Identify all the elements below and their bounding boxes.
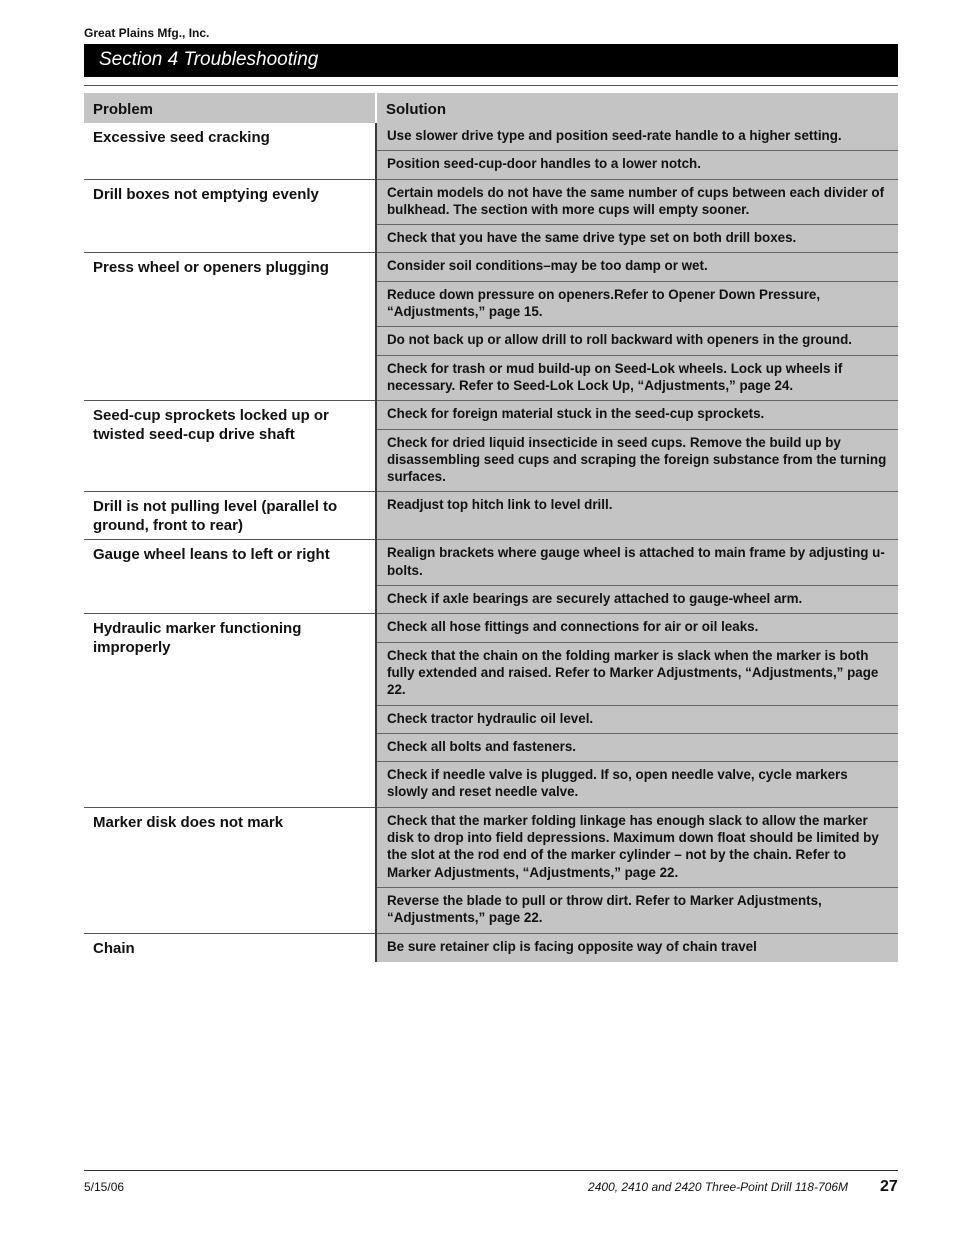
problem-cell: Marker disk does not mark (84, 807, 376, 933)
problem-cell: Gauge wheel leans to left or right (84, 540, 376, 614)
table-row (84, 253, 898, 281)
footer-divider (84, 1170, 898, 1171)
solution-cell: Check all hose fittings and connections for air or oil leaks. (376, 614, 898, 642)
solution-cell: Check that the marker folding linkage has enough slack to allow the marker disk to drop into field depressions. Maximum down float should be limited by the slot at the rod end of the marker cylinder – not by the chain. Refer to Marker Adjustments, “Adjustments,” page 22. (376, 807, 898, 887)
section-header-bar (84, 44, 898, 77)
problem-column-header: Problem (84, 93, 376, 123)
table-row (84, 179, 898, 225)
page-number: 27 (880, 1178, 898, 1195)
company-name: Great Plains Mfg., Inc. (84, 26, 210, 40)
table-row (84, 401, 898, 429)
solution-cell: Check if needle valve is plugged. If so, open needle valve, cycle markers slowly and reset needle valve. (376, 762, 898, 808)
solution-cell: Use slower drive type and position seed-rate handle to a higher setting. (376, 123, 898, 151)
header-divider (84, 85, 898, 86)
problem-cell: Drill boxes not emptying evenly (84, 179, 376, 253)
solution-cell: Check all bolts and fasteners. (376, 733, 898, 761)
problem-cell: Press wheel or openers plugging (84, 253, 376, 401)
table-row (84, 933, 898, 962)
solution-cell: Consider soil conditions–may be too damp or wet. (376, 253, 898, 281)
table-header-row (84, 93, 898, 123)
table-row (84, 614, 898, 642)
solution-cell: Reverse the blade to pull or throw dirt. Refer to Marker Adjustments, “Adjustments,” page 22. (376, 887, 898, 933)
solution-cell: Check that you have the same drive type set on both drill boxes. (376, 225, 898, 253)
solution-cell: Check for trash or mud build-up on Seed-Lok wheels. Lock up wheels if necessary. Refer to Seed-Lok Lock Up, “Adjustments,” page 24. (376, 355, 898, 401)
solution-cell: Reduce down pressure on openers.Refer to Opener Down Pressure, “Adjustments,” page 15. (376, 281, 898, 327)
solution-cell: Check for dried liquid insecticide in seed cups. Remove the build up by disassembling seed cups and scraping the foreign substance from the turning surfaces. (376, 429, 898, 492)
solution-cell: Check that the chain on the folding marker is slack when the marker is both fully extended and raised. Refer to Marker Adjustments, “Adjustments,” page 22. (376, 642, 898, 705)
problem-cell: Drill is not pulling level (parallel to ground, front to rear) (84, 492, 376, 540)
problem-cell: Seed-cup sprockets locked up or twisted seed-cup drive shaft (84, 401, 376, 492)
solution-cell: Do not back up or allow drill to roll backward with openers in the ground. (376, 327, 898, 355)
solution-cell: Check for foreign material stuck in the seed-cup sprockets. (376, 401, 898, 429)
table-row (84, 492, 898, 540)
solution-cell: Check tractor hydraulic oil level. (376, 705, 898, 733)
solution-column-header: Solution (376, 93, 898, 123)
footer-date: 5/15/06 (84, 1180, 125, 1194)
solution-cell: Position seed-cup-door handles to a lower notch. (376, 151, 898, 179)
troubleshooting-table (84, 93, 898, 962)
table-row (84, 123, 898, 151)
section-title: Section 4 Troubleshooting (99, 49, 319, 70)
problem-cell: Excessive seed cracking (84, 123, 376, 179)
table-row (84, 540, 898, 586)
table-body (84, 123, 898, 962)
solution-cell: Check if axle bearings are securely attached to gauge-wheel arm. (376, 586, 898, 614)
problem-cell: Hydraulic marker functioning improperly (84, 614, 376, 807)
problem-cell: Chain (84, 933, 376, 962)
solution-cell: Be sure retainer clip is facing opposite way of chain travel (376, 933, 898, 962)
solution-cell: Realign brackets where gauge wheel is attached to main frame by adjusting u-bolts. (376, 540, 898, 586)
table-row (84, 807, 898, 887)
footer-document-title: 2400, 2410 and 2420 Three-Point Drill 118-706M (588, 1180, 848, 1194)
solution-cell: Certain models do not have the same number of cups between each divider of bulkhead. The section with more cups will empty sooner. (376, 179, 898, 225)
solution-cell: Readjust top hitch link to level drill. (376, 492, 898, 540)
